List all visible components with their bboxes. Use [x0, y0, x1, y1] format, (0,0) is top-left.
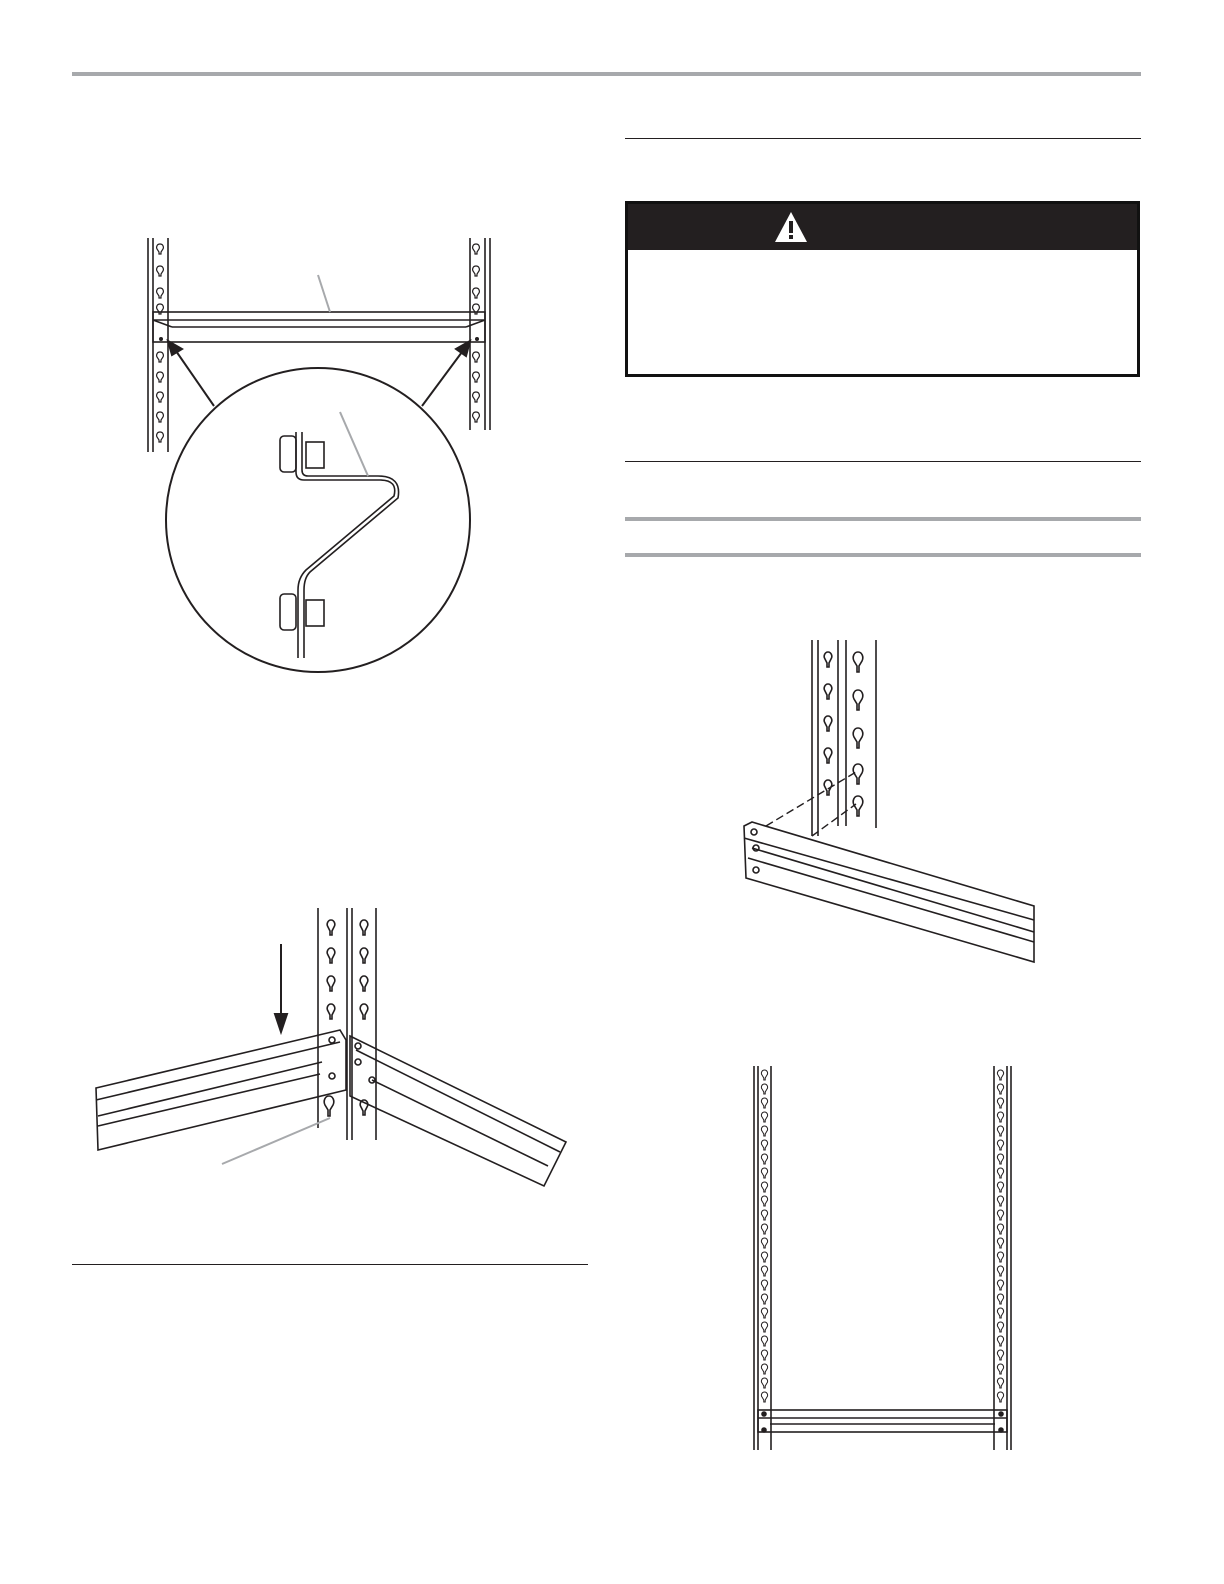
dash-guides — [766, 772, 856, 836]
left-upright — [148, 238, 168, 452]
bottom-rail — [758, 1410, 1007, 1432]
left-rail — [96, 1030, 346, 1150]
figure-rail-seated-on-upright — [90, 900, 570, 1200]
warning-box — [625, 201, 1140, 377]
section-rule-3 — [625, 517, 1141, 521]
figure-rail-inserted-into-upright — [738, 636, 1038, 966]
right-upright-slots — [473, 244, 480, 422]
section-rule-left — [72, 1264, 588, 1265]
left-frame-slots — [761, 1070, 767, 1402]
warning-triangle-icon — [774, 211, 808, 243]
right-rail — [350, 1036, 566, 1186]
rail-3 — [744, 822, 1034, 962]
left-upright-slots — [157, 244, 164, 442]
section-rule-4 — [625, 553, 1141, 557]
seat-arrow — [275, 944, 287, 1032]
top-page-rule — [72, 72, 1141, 76]
crossbar — [153, 312, 485, 342]
right-frame-slots — [997, 1070, 1003, 1402]
figure-frame-with-bottom-rail — [748, 1060, 1018, 1456]
upright-pair — [318, 908, 376, 1140]
upright-pair-3 — [812, 640, 876, 836]
warning-header — [628, 204, 1137, 250]
figure-crossbar-with-zbracket-detail — [130, 230, 500, 690]
section-rule-2 — [625, 461, 1141, 462]
section-rule-1 — [625, 138, 1141, 139]
